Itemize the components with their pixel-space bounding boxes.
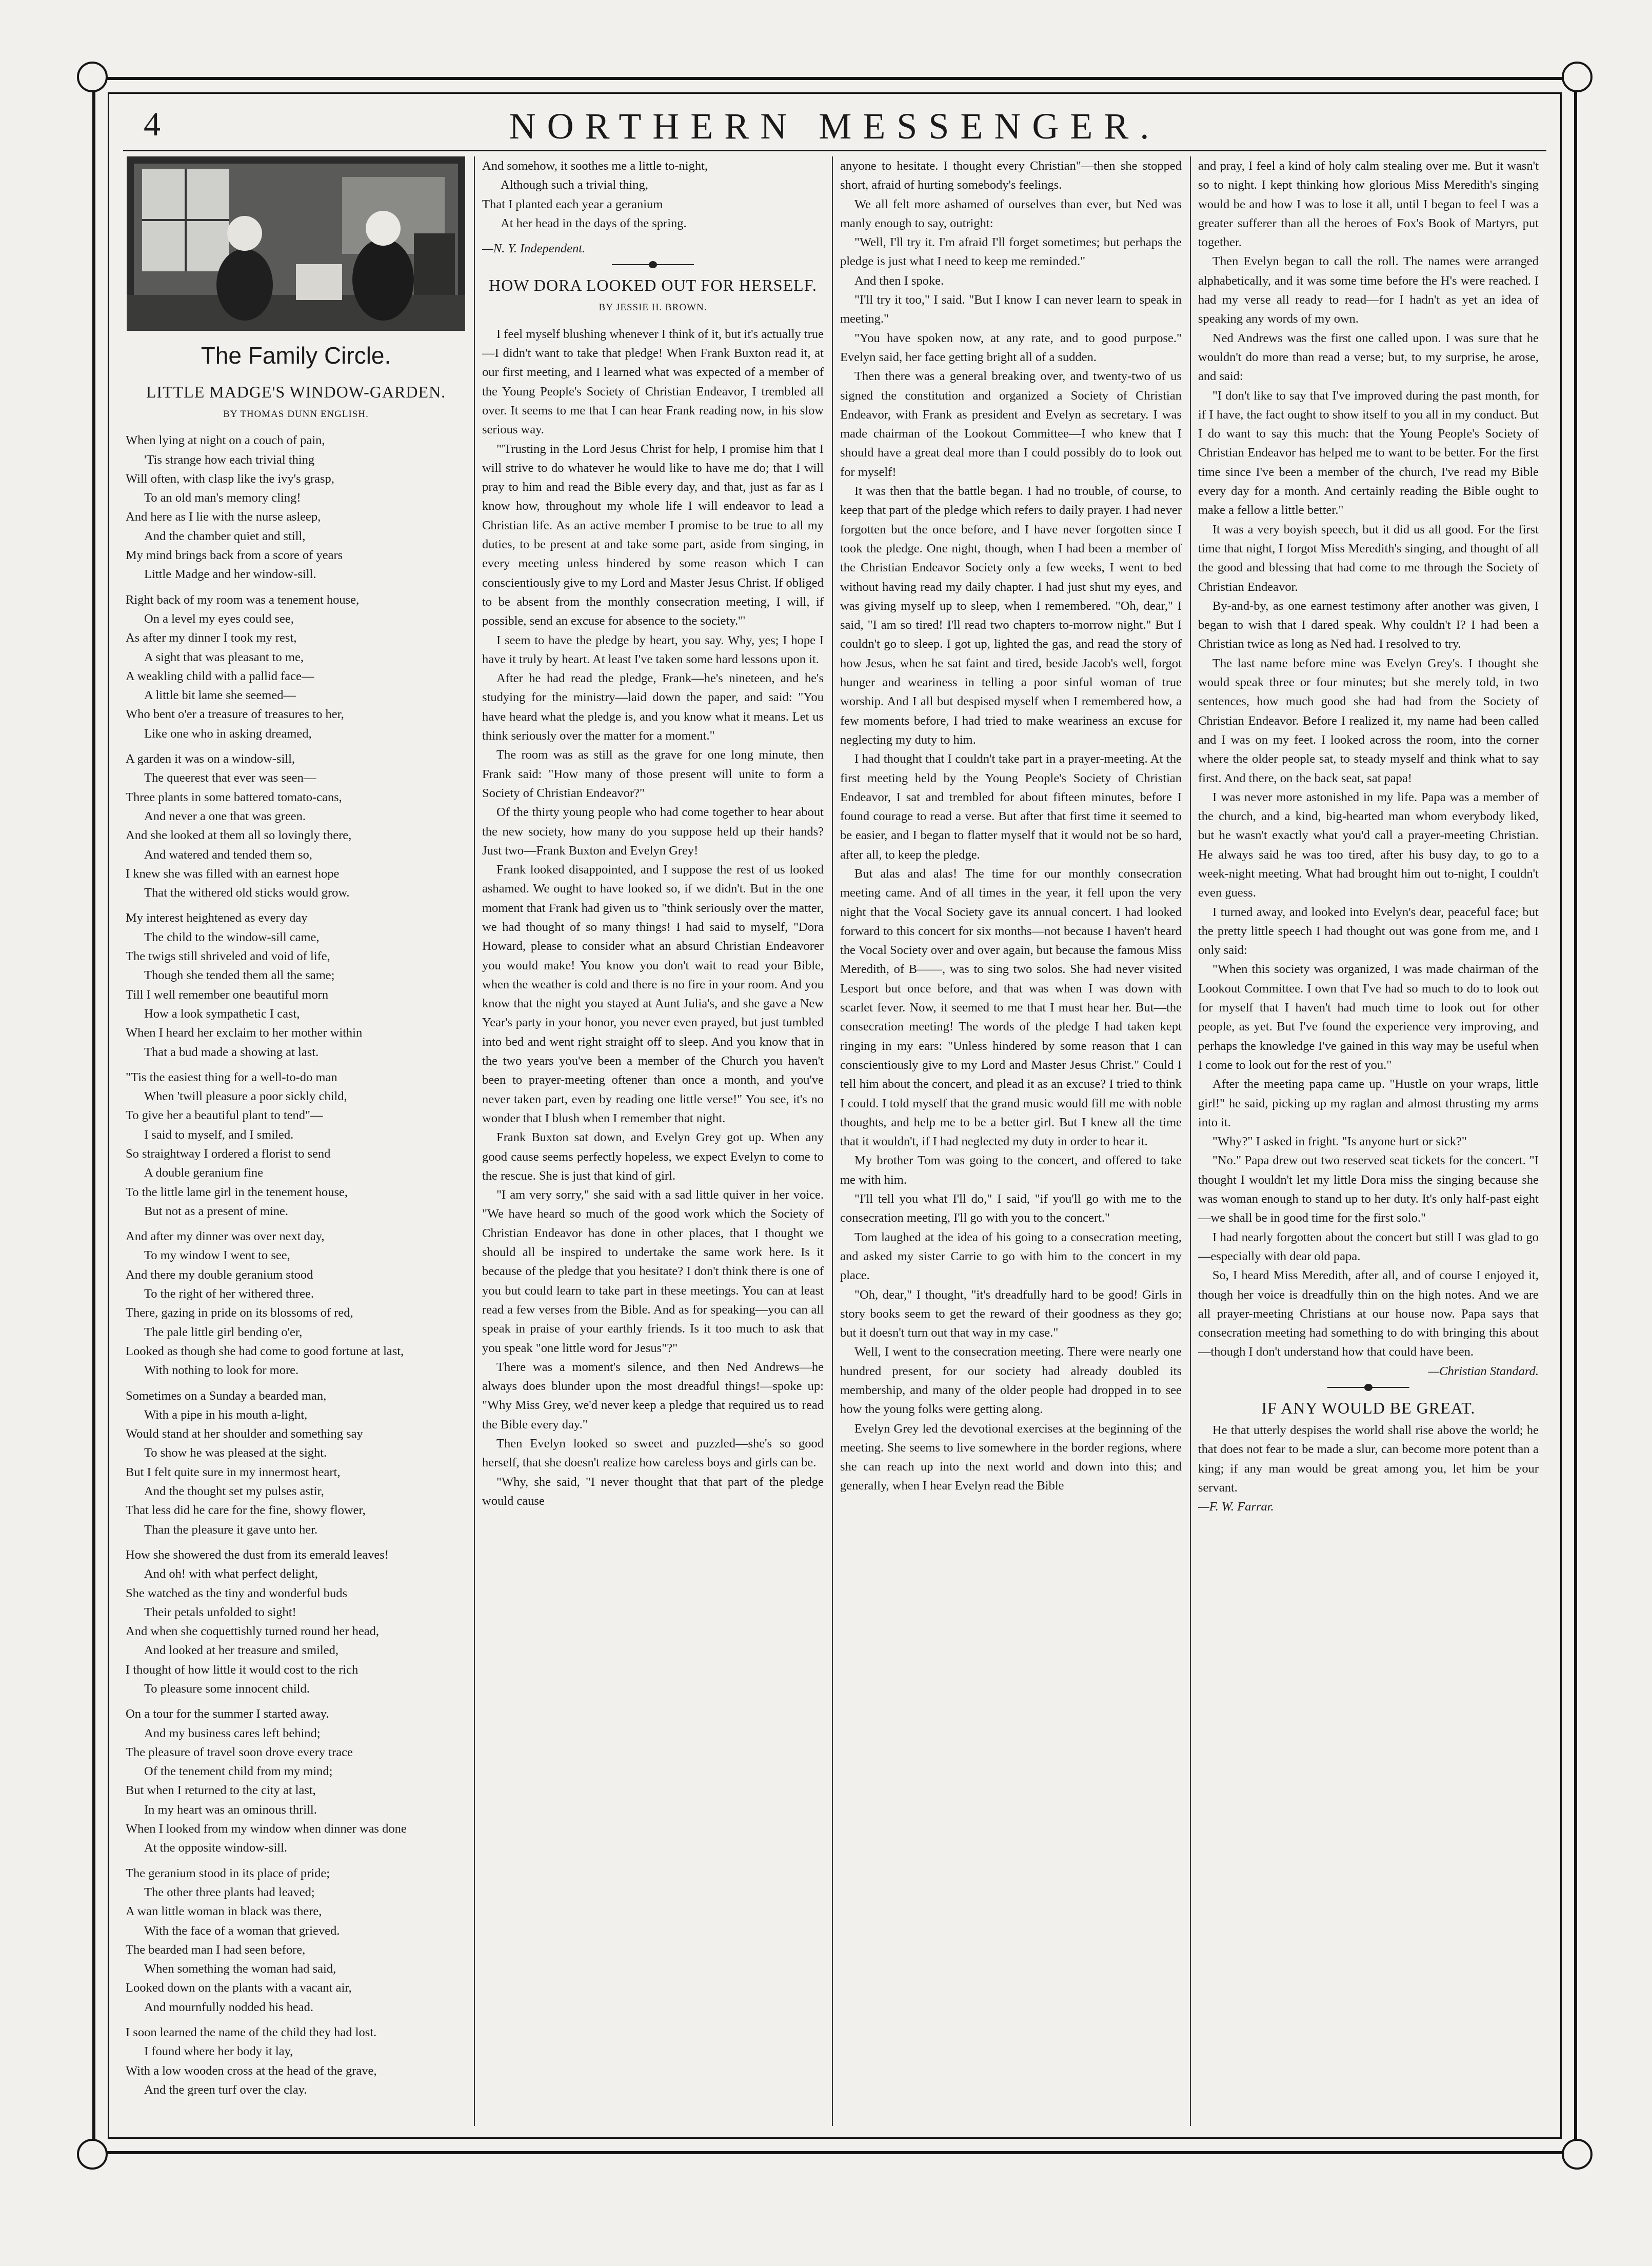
poem-line: Their petals unfolded to sight!: [144, 1605, 296, 1619]
poem-line: She watched as the tiny and wonderful buds: [126, 1586, 348, 1600]
story-paragraph: "I'll try it too," I said. "But I know I can never learn to speak in meeting.": [840, 293, 1182, 326]
poem-line: The queerest that ever was seen—: [144, 771, 316, 785]
poem-line: Although such a trivial thing,: [501, 178, 648, 192]
poem-line: I found where her body it lay,: [144, 2044, 293, 2059]
story-paragraph: Evelyn Grey led the devotional exercises at the beginning of the meeting. She seems to live somewhere in the border regions, where she can reach up into the next world and down into this; and generally, when I hear Evelyn read the Bible: [840, 1421, 1182, 1493]
story-paragraph: "No." Papa drew out two reserved seat tickets for the concert. "I thought I wouldn't let my little Dora miss the singing because she was woman enough to stand up to her duty. It's only half-past eight—we shall be in good time for the first solo.": [1198, 1154, 1539, 1225]
poem-stanza: [126, 1386, 466, 1539]
poem-title: LITTLE MADGE'S WINDOW-GARDEN.: [146, 383, 446, 401]
column-3: [840, 156, 1182, 2116]
story-paragraph: So, I heard Miss Meredith, after all, and of course I enjoyed it, though her voice is dreadfully thin on the high notes. And we are all prayer-meeting Christians at our house now. Papa says that consecration meeting had something to do with bringing this about—though I don't understand how that could have been.: [1198, 1268, 1539, 1359]
poem-stanza: [482, 156, 824, 233]
story-paragraph: But alas and alas! The time for our monthly consecration meeting came. And of all times in the year, it fell upon the very night that the Vocal Society gave its annual concert. I had looked forward to this concert for six months—not because I haven't heard the Vocal Society over and over again, but because the famous Miss Meredith, of B——, was to sing two solos. She had never visited Lesport but once before, and that was when I was down with scarlet fever. Now, it seemed to me that I must hear her. But—the consecration meeting! The words of the pledge I had taken kept ringing in my ears: "Unless hindered by some reason that I can conscientiously give to my Lord and Master Jesus Christ." Could I tell him about the concert, and plead it as an excuse? I tried to think I could. I told myself that the grand music would fill me with noble thoughts, and help me to be a better girl. But I knew all the time that it wouldn't, if I had neglected my duty in order to hear it.: [840, 866, 1182, 1149]
poem-line: Sometimes on a Sunday a bearded man,: [126, 1388, 327, 1403]
poem-line: And looked at her treasure and smiled,: [144, 1643, 339, 1658]
corner-ornament-bottom-right: [1562, 2139, 1593, 2170]
poem-line: With a pipe in his mouth a-light,: [144, 1407, 308, 1422]
story-paragraph: "I don't like to say that I've improved during the past month, for if I have, the fact ought to show itself to you all in my conduct. But I do want to say this much: that the Young People's Society of Christian Endeavor has helped me to want to be better. For the first time since I've been a member of the church, I've read my Bible every day for a month. And certainly reading the Bible ought to make a fellow a little better.": [1198, 388, 1539, 518]
masthead-title: NORTHERN MESSENGER.: [509, 106, 1161, 147]
poem-line: And she looked at them all so lovingly there,: [126, 828, 352, 843]
story-paragraph: Then Evelyn began to call the roll. The names were arranged alphabetically, and it was some time before the H's were reached. I had my verse all ready to read—for I hadn't as yet an idea of speaking any words of my own.: [1198, 254, 1539, 326]
short-article-credit: —F. W. Farrar.: [1198, 1500, 1274, 1514]
story-byline: BY JESSIE H. BROWN.: [599, 302, 707, 313]
poem-line: And watered and tended them so,: [144, 847, 312, 862]
story-paragraph: I seem to have the pledge by heart, you say. Why, yes; I hope I have it truly by heart. At least I've taken some hard lessons upon it.: [482, 633, 824, 666]
poem-line: Who bent o'er a treasure of treasures to her,: [126, 707, 344, 722]
story-paragraph: It was then that the battle began. I had no trouble, of course, to keep that part of the pledge which refers to daily prayer. I had never forgotten but the once before, and I have never forgotten since I took the pledge. One night, though, when I had been a member of the Christian Endeavor Society only a few weeks, I went to bed without having read my daily chapter. I had just shut my eyes, and was giving myself up to sleep, when I remembered. "Oh, dear," I said, "I am so tired! I'll read two chapters to-morrow night." But I couldn't go to sleep. I got up, lighted the gas, and read the story of how Jesus, when he sat faint and tired, beside Jacob's well, forgot hunger and weariness in telling a poor sinful woman of true worship. And I all but despised myself when I remembered how, a few moments before, I had tried to make weariness an excuse for neglecting my duty to him.: [840, 484, 1182, 747]
poem-line: Looked down on the plants with a vacant air,: [126, 1981, 352, 1995]
poem-line: Would stand at her shoulder and something say: [126, 1427, 363, 1441]
poem-ending: [482, 156, 824, 233]
poem-line: My mind brings back from a score of years: [126, 548, 343, 563]
page-number: 4: [144, 106, 161, 143]
poem-line: A double geranium fine: [144, 1166, 264, 1180]
poem-line: And when she coquettishly turned round her head,: [126, 1624, 379, 1639]
poem-line: And the thought set my pulses astir,: [144, 1484, 324, 1499]
poem-line: Three plants in some battered tomato-cans,: [126, 790, 342, 804]
poem-line: That I planted each year a geranium: [482, 197, 663, 211]
poem-line: A weakling child with a pallid face—: [126, 669, 314, 683]
poem-line: A wan little woman in black was there,: [126, 1904, 322, 1919]
poem-stanza: [126, 908, 466, 1061]
poem-stanza: [126, 1545, 466, 1698]
short-article-title: IF ANY WOULD BE GREAT.: [1261, 1399, 1476, 1417]
masthead: [123, 105, 1546, 146]
poem-line: When I heard her exclaim to her mother within: [126, 1026, 363, 1040]
story-paragraph: I had nearly forgotten about the concert but still I was glad to go—especially with dear old papa.: [1198, 1230, 1539, 1263]
story-paragraph: Ned Andrews was the first one called upon. I was sure that he wouldn't do more than read a verse; but, to my surprise, he arose, and said:: [1198, 331, 1539, 384]
story-credit: —Christian Standard.: [1428, 1364, 1539, 1378]
poem-line: That less did he care for the fine, showy flower,: [126, 1503, 366, 1518]
poem-line: That the withered old sticks would grow.: [144, 886, 350, 900]
family-circle-illustration: [127, 156, 465, 331]
poem-line: To pleasure some innocent child.: [144, 1682, 310, 1696]
poem-stanza: [126, 1704, 466, 1857]
poem-line: With nothing to look for more.: [144, 1363, 299, 1378]
poem-stanza: [126, 1227, 466, 1380]
poem-stanza: [126, 749, 466, 902]
story-paragraph: Well, I went to the consecration meeting. There were nearly one hundred present, for our society had already doubled its membership, and many of the older people had dropped in to see how the young folks were getting along.: [840, 1345, 1182, 1417]
story-paragraph: "I'll tell you what I'll do," I said, "if you'll go with me to the consecration meeting, I'll go with you to the concert.": [840, 1192, 1182, 1225]
poem-line: The pale little girl bending o'er,: [144, 1325, 303, 1339]
article-divider: [1327, 1387, 1409, 1388]
poem-line: I soon learned the name of the child they had lost.: [126, 2025, 377, 2040]
story-paragraph: We all felt more ashamed of ourselves than ever, but Ned was manly enough to say, outright:: [840, 197, 1182, 230]
story-body-part-2: [840, 156, 1182, 1496]
poem-line: And here as I lie with the nurse asleep,: [126, 510, 321, 524]
poem-line: With a low wooden cross at the head of the grave,: [126, 2063, 377, 2078]
corner-ornament-bottom-left: [77, 2139, 108, 2170]
poem-stanza: [126, 2023, 466, 2099]
story-paragraph: It was a very boyish speech, but it did us all good. For the first time that night, I forgot Miss Meredith's singing, and thought of all the good and blessing that had come to me through the Society of Christian Endeavor.: [1198, 522, 1539, 594]
poem-line: And the green turf over the clay.: [144, 2082, 307, 2097]
poem-line: How she showered the dust from its emerald leaves!: [126, 1547, 389, 1562]
story-paragraph: Then there was a general breaking over, and twenty-two of us signed the constitution and organized a Society of Christian Endeavor, with Frank as president and Evelyn as secretary. I was made chairman of the Lookout Committee—I who knew that I should have a great deal more than I could possibly do to look out for myself!: [840, 369, 1182, 479]
story-paragraph: Of the thirty young people who had come together to hear about the new society, how many do you suppose held up their hands? Just two—Frank Buxton and Evelyn Grey!: [482, 805, 824, 858]
story-paragraph: The room was as still as the grave for one long minute, then Frank said: "How many of those present will unite to form a Society of Christian Endeavor?": [482, 748, 824, 800]
column-divider: [832, 156, 833, 2126]
poem-line: In my heart was an ominous thrill.: [144, 1802, 317, 1817]
corner-ornament-top-right: [1562, 62, 1593, 92]
poem-line: The bearded man I had seen before,: [126, 1942, 306, 1957]
poem-line: I said to myself, and I smiled.: [144, 1127, 294, 1142]
poem-line: And mournfully nodded his head.: [144, 2000, 314, 2014]
story-paragraph: By-and-by, as one earnest testimony after another was given, I began to wish that I dared speak. Why couldn't I? I had been a Christian twice as long as Ned had. I resolved to try.: [1198, 599, 1539, 651]
story-paragraph: "Why, she said, "I never thought that that part of the pledge would cause: [482, 1475, 824, 1508]
poem-line: The child to the window-sill came,: [144, 930, 320, 944]
column-2: [482, 156, 824, 2116]
poem-line: And oh! with what perfect delight,: [144, 1567, 318, 1581]
poem-line: To the right of her withered three.: [144, 1287, 314, 1301]
poem-line: And somehow, it soothes me a little to-night,: [482, 159, 708, 173]
poem-line: That a bud made a showing at last.: [144, 1045, 319, 1059]
poem-line: At the opposite window-sill.: [144, 1841, 288, 1855]
story-paragraph: "You have spoken now, at any rate, and to good purpose." Evelyn said, her face getting bright all of a sudden.: [840, 331, 1182, 364]
poem-line: And the chamber quiet and still,: [144, 529, 306, 543]
poem-stanza: [126, 1068, 466, 1221]
column-divider: [1190, 156, 1191, 2126]
column-4: [1198, 156, 1539, 2116]
poem-line: To the little lame girl in the tenement house,: [126, 1185, 348, 1199]
poem-line: A little bit lame she seemed—: [144, 688, 296, 703]
poem-line: To my window I went to see,: [144, 1248, 290, 1263]
story-paragraph: and pray, I feel a kind of holy calm stealing over me. But it wasn't so to night. I kept thinking how glorious Miss Meredith's singing would be and how I was to lose it all, until I began to feel I was a greater sufferer than all the heroes of Fox's Book of Martyrs, put together.: [1198, 159, 1539, 250]
poem-line: The other three plants had leaved;: [144, 1885, 315, 1899]
story-paragraph: Frank looked disappointed, and I suppose the rest of us looked ashamed. We ought to have looked so, if we didn't. But in the one moment that Frank had given us to "think seriously over the matter, we had thought of so many things! I had said to myself, "Dora Howard, please to consider what an absurd Christian Endeavorer you would make! You know you don't wait to read your Bible, when the weather is cold and there is no fire in your room. And you know that the night you stayed at Aunt Julia's, and she gave a New Year's party in your honor, you never even prayed, but just tumbled into bed and went right straight off to sleep. And you know that in the two years you've been a member of the Church you haven't been to prayer-meeting oftener than once a month, and you've never taken part, even by reading one little verse!" You see, it's no wonder that I blush when I remember that night.: [482, 863, 824, 1125]
story-body-part-1: [482, 325, 824, 1510]
poem-line: On a tour for the summer I started away.: [126, 1707, 329, 1721]
poem-line: 'Tis strange how each trivial thing: [144, 452, 315, 467]
poem-line: I thought of how little it would cost to the rich: [126, 1662, 359, 1677]
poem-line: Right back of my room was a tenement house,: [126, 592, 360, 607]
poem-line: And never a one that was green.: [144, 809, 306, 823]
poem-credit: —N. Y. Independent.: [482, 242, 586, 256]
poem-line: A garden it was on a window-sill,: [126, 752, 295, 766]
poem-line: And after my dinner was over next day,: [126, 1229, 325, 1244]
section-title: The Family Circle.: [201, 342, 391, 369]
poem-line: The geranium stood in its place of pride;: [126, 1866, 330, 1880]
short-article-text: He that utterly despises the world shall rise above the world; he that does not fear to be made a slur, can become more potent than a king; if any man would be great among you, let him be your servant.: [1198, 1423, 1539, 1495]
poem-line: Will often, with clasp like the ivy's grasp,: [126, 471, 334, 486]
story-paragraph: After the meeting papa came up. "Hustle on your wraps, little girl!" he said, picking up my raglan and almost thrusting my arms into it.: [1198, 1077, 1539, 1129]
story-paragraph: I feel myself blushing whenever I think of it, but it's actually true—I didn't want to take that pledge! When Frank Buxton read it, at our first meeting, and I learned what was expected of a member of the Young People's Society of Christian Endeavor, I trembled all over. It seems to me that I can hear Frank reading now, in his slow serious way.: [482, 327, 824, 437]
poem-line: When I looked from my window when dinner was done: [126, 1822, 407, 1836]
story-paragraph: There was a moment's silence, and then Ned Andrews—he always does blunder upon the most dreadful things!—spoke up: "Why Miss Grey, we'd never keep a pledge that required us to read the Bible every day.": [482, 1360, 824, 1432]
story-paragraph: "Well, I'll try it. I'm afraid I'll forget sometimes; but perhaps the pledge is just what I need to keep me reminded.": [840, 235, 1182, 269]
poem-line: And my business cares left behind;: [144, 1726, 321, 1740]
story-paragraph: My brother Tom was going to the concert, and offered to take me with him.: [840, 1154, 1182, 1187]
story-paragraph: anyone to hesitate. I thought every Christian"—then she stopped short, afraid of hurting somebody's feelings.: [840, 159, 1182, 192]
story-paragraph: The last name before mine was Evelyn Grey's. I thought she would speak three or four minutes; but she merely told, in two sentences, how much good she had had from the Society of Christian Endeavor. Before I realized it, my name had been called and I was on my feet. I looked across the room, into the corner where the older people sat, to steady myself and think what to say first. And there, on the back seat, sat papa!: [1198, 656, 1539, 785]
poem-line: The pleasure of travel soon drove every trace: [126, 1745, 353, 1759]
story-paragraph: "I am very sorry," she said with a sad little quiver in her voice. "We have heard so much of the good work which the Society of Christian Endeavor has done in other places, that I thought we should all be inspired to undertake the same work here. Is it because of the pledge that you hesitate? I don't think there is one of you but could learn to take part in these meetings. You can at least read a few verses from the Bible. And as for speaking—you can all speak in praise of your earthly friends. Is it too much to ask that you speak "one little word for Jesus"?": [482, 1188, 824, 1355]
column-1: [126, 156, 466, 2116]
poem-line: Of the tenement child from my mind;: [144, 1764, 333, 1779]
poem-line: At her head in the days of the spring.: [501, 216, 687, 230]
poem-line: On a level my eyes could see,: [144, 611, 294, 626]
poem-line: With the face of a woman that grieved.: [144, 1923, 340, 1938]
poem-line: As after my dinner I took my rest,: [126, 631, 297, 645]
poem-line: To an old man's memory cling!: [144, 491, 301, 505]
corner-ornament-top-left: [77, 62, 108, 92]
story-title: HOW DORA LOOKED OUT FOR HERSELF.: [489, 276, 817, 295]
poem-line: When lying at night on a couch of pain,: [126, 433, 325, 448]
story-paragraph: "Why?" I asked in fright. "Is anyone hurt or sick?": [1212, 1135, 1467, 1149]
column-divider: [474, 156, 475, 2126]
story-paragraph: I was never more astonished in my life. Papa was a member of the church, and a kind, big-hearted man whom everybody liked, but he wasn't exactly what you'd call a prayer-meeting Christian. He always said he was too tired, after his busy day, to go to a week-night meeting. What had brought him out to-night, I couldn't even guess.: [1198, 790, 1539, 900]
poem-line: When something the woman had said,: [144, 1962, 336, 1976]
story-paragraph: I turned away, and looked into Evelyn's dear, peaceful face; but the pretty little speech I had thought out was gone from me, and I only said:: [1198, 905, 1539, 958]
poem-line: Looked as though she had come to good fortune at last,: [126, 1344, 404, 1358]
masthead-rule: [123, 150, 1546, 151]
poem-line: Little Madge and her window-sill.: [144, 567, 316, 582]
poem-line: Like one who in asking dreamed,: [144, 726, 312, 741]
story-paragraph: Then Evelyn looked so sweet and puzzled—she's so good herself, that she doesn't realize how careless boys and girls can be.: [482, 1437, 824, 1470]
poem-line: "Tis the easiest thing for a well-to-do man: [126, 1070, 337, 1084]
poem-stanza: [126, 431, 466, 584]
poem-line: The twigs still shriveled and void of life,: [126, 949, 330, 964]
poem-line: And there my double geranium stood: [126, 1267, 313, 1282]
story-paragraph: I had thought that I couldn't take part in a prayer-meeting. At the first meeting held by the Young People's Society of Christian Endeavor, I sat and trembled for about fifteen minutes, before I found courage to read a verse. But after that first time it seemed to be easier, and I began to flatter myself that it would not be so hard, after all, to keep the pledge.: [840, 752, 1182, 862]
poem-line: But when I returned to the city at last,: [126, 1783, 316, 1798]
poem-line: When 'twill pleasure a poor sickly child,: [144, 1089, 347, 1104]
poem-line: I knew she was filled with an earnest hope: [126, 866, 340, 881]
poem-line: To show he was pleased at the sight.: [144, 1446, 327, 1460]
poem-line: My interest heightened as every day: [126, 911, 308, 925]
story-paragraph: "'Trusting in the Lord Jesus Christ for help, I promise him that I will strive to do whatever he would like to have me do; that I will pray to him and read the Bible every day, and that, just as far as I know how, throughout my whole life I will endeavor to lead a Christian life. As an active member I promise to be true to all my duties, to be present at and take some part, aside from singing, in every meeting unless hindered by some reason which I can conscientiously give to my Lord and Master Jesus Christ. If obliged to be absent from the monthly consecration meeting, I will, if possible, send an excuse for absence to the society.'": [482, 442, 824, 628]
poem-line: How a look sympathetic I cast,: [144, 1006, 300, 1021]
poem-line: There, gazing in pride on its blossoms of red,: [126, 1306, 353, 1320]
story-paragraph: "When this society was organized, I was made chairman of the Lookout Committee. I own that I've had so much to do to look out for myself that I haven't had much time to look out for other people, as yet. But I've found the experience very improving, and perhaps the knowledge I've gained in this way may be useful when I come to look out for the rest of you.": [1198, 962, 1539, 1072]
story-paragraph: Tom laughed at the idea of his going to a consecration meeting, and asked my sister Carrie to go with him to the concert in my place.: [840, 1230, 1182, 1283]
story-paragraph: Frank Buxton sat down, and Evelyn Grey got up. When any good cause seems perfectly hopeless, we expect Evelyn to come to the rescue. She is just that kind of girl.: [482, 1130, 824, 1183]
poem-line: To give her a beautiful plant to tend"—: [126, 1108, 323, 1123]
poem-line: But not as a present of mine.: [144, 1204, 289, 1218]
poem-stanza: [126, 1864, 466, 2017]
article-divider: [612, 264, 694, 265]
poem-line: Than the pleasure it gave unto her.: [144, 1522, 318, 1537]
poem-line: Though she tended them all the same;: [144, 968, 335, 983]
poem-stanza: [126, 590, 466, 743]
poem-body: [126, 431, 466, 2099]
poem-line: But I felt quite sure in my innermost heart,: [126, 1465, 341, 1479]
poem-line: Till I well remember one beautiful morn: [126, 987, 329, 1002]
story-paragraph: "Oh, dear," I thought, "it's dreadfully hard to be good! Girls in story books seem to get the reward of their goodness as they go; but it doesn't turn out that way in my case.": [840, 1287, 1182, 1340]
story-paragraph: After he had read the pledge, Frank—he's nineteen, and he's studying for the ministry—laid down the paper, and said: "You have heard what the pledge is, and you know what it means. Let us think seriously over the matter for a moment.": [482, 671, 824, 743]
story-body-part-3: [1198, 156, 1539, 1362]
poem-line: A sight that was pleasant to me,: [144, 650, 304, 664]
poem-line: So straightway I ordered a florist to send: [126, 1146, 331, 1161]
story-paragraph: And then I spoke.: [854, 273, 944, 288]
poem-byline: BY THOMAS DUNN ENGLISH.: [223, 409, 369, 420]
